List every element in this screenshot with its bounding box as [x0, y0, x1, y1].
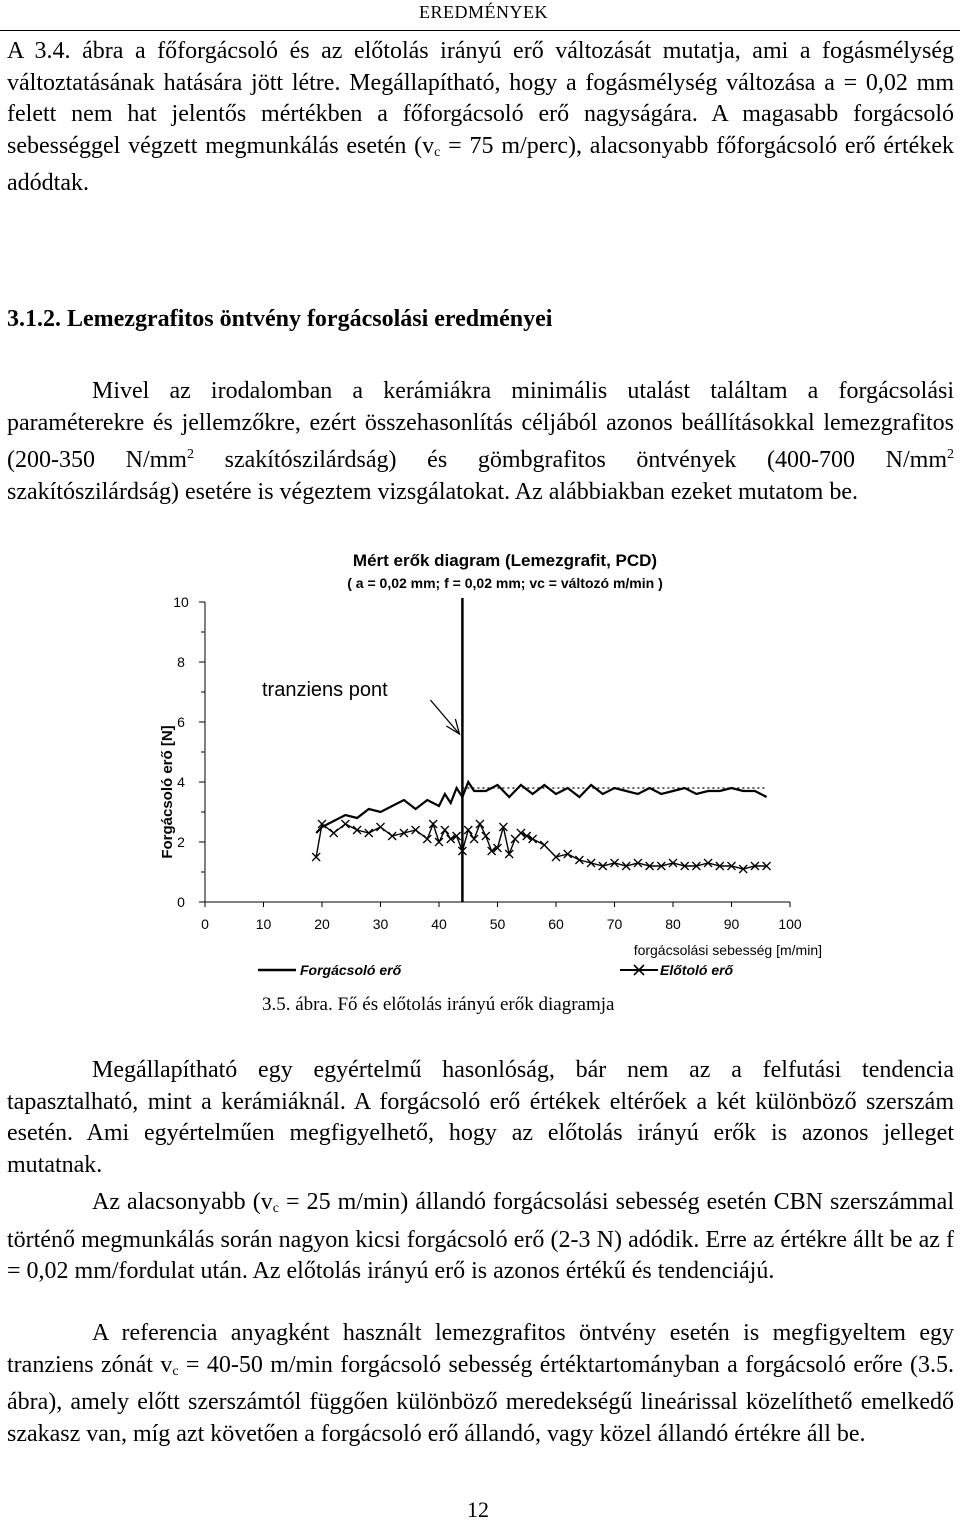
subscript-c: c [434, 144, 441, 160]
data-point-elotolo [441, 826, 449, 834]
x-tick-label: 80 [665, 916, 681, 932]
x-tick-label: 50 [489, 916, 506, 932]
x-tick-label: 40 [431, 916, 447, 932]
data-point-elotolo [377, 823, 385, 831]
paragraph-cbn [7, 1187, 954, 1288]
paragraph-cbn-text-b: = 25 m/min) állandó forgácsolási sebesség esetén CBN szerszámmal történő megmunkálás során nagyon kicsi forgácsoló erő (2-3 N) adódik. Erre az értékre állt be az f = 0,02 mm/fordulat után. Az előtolás irányú erő is azonos értékű és tendenciájú. [7, 1189, 954, 1284]
caption-text: Fő és előtolás irányú erők diagramja [332, 994, 615, 1015]
running-header: EREDMÉNYEK [419, 2, 548, 22]
x-tick-label: 10 [255, 916, 272, 932]
legend-label-forgacsolo: Forgácsoló erő [300, 962, 402, 978]
caption-label: 3.5. ábra. [262, 994, 333, 1015]
x-tick-label: 60 [548, 916, 564, 932]
chart-title: Mért erők diagram (Lemezgrafit, PCD) [352, 551, 658, 570]
annotation [262, 598, 462, 902]
data-point-elotolo [330, 829, 338, 837]
y-tick-label: 6 [177, 714, 185, 730]
figure-caption [262, 994, 614, 1016]
x-tick-label: 70 [606, 916, 623, 932]
data-point-elotolo [482, 832, 490, 840]
annotation-tranziens-pont: tranziens pont [262, 679, 388, 701]
y-tick-label: 10 [173, 594, 189, 610]
superscript-2: 2 [186, 447, 194, 462]
data-point-elotolo [540, 841, 548, 849]
data-point-elotolo [464, 826, 472, 834]
paragraph-reference-text-a: A referencia anyagként használt lemezgrafitos öntvény esetén is megfigyeltem egy tranziens zónát v [7, 1320, 954, 1378]
x-tick-label: 30 [372, 916, 389, 932]
series [312, 782, 770, 873]
paragraph-similarity [7, 1055, 954, 1181]
paragraph-reference [7, 1318, 954, 1450]
superscript-2: 2 [947, 447, 955, 462]
y-tick-label: 2 [177, 834, 185, 850]
legend-label-elotolo: Előtoló erő [660, 962, 734, 978]
data-point-elotolo [470, 835, 478, 843]
x-tick-label: 0 [201, 916, 209, 932]
data-point-elotolo [435, 838, 443, 846]
x-tick-label: 20 [314, 916, 330, 932]
legend [258, 962, 734, 978]
subscript-c: c [172, 1363, 179, 1379]
y-tick-label: 8 [177, 654, 185, 670]
y-tick-label: 0 [177, 894, 185, 910]
section-title: 3.1.2. Lemezgrafitos öntvény forgácsolási eredményei [7, 306, 553, 332]
paragraph-intro-text-b: = 75 m/perc), alacsonyabb főforgácsoló erő értékek adódtak. [7, 132, 954, 196]
paragraph-method-text-b: szakítószilárdság) és gömbgrafitos öntvények (400-700 N/mm [193, 447, 948, 473]
paragraph-method [7, 376, 954, 508]
y-tick-label: 4 [177, 774, 185, 790]
x-tick-label: 100 [778, 916, 802, 932]
series-line-forgacsolo [316, 782, 766, 833]
x-axis-label: forgácsolási sebesség [m/min] [633, 942, 822, 958]
paragraph-reference-text-b: = 40-50 m/min forgácsoló sebesség értéktartományban a forgácsoló erőre (3.5. ábra), amely előtt szerszámtól függően különböző meredekségű lineárissal közelíthető emelkedő szakasz van, míg azt követően a forgácsoló erő állandó, vagy közel állandó értékre áll be. [7, 1351, 954, 1447]
annotation-arrow-shaft [430, 700, 459, 734]
paragraph-method-text-c: szakítószilárdság) esetére is végeztem vizsgálatokat. Az alábbiakban ezeket mutatom be. [7, 478, 858, 505]
data-point-elotolo [423, 835, 431, 843]
paragraph-method-text-a: Mivel az irodalomban a kerámiákra minimális utalást találtam a forgácsolási paraméterekre és jellemzőkre, ezért összehasonlítás céljából azonos beállításokkal lemezgrafitos (200-350 N/mm [7, 378, 954, 473]
paragraph-similarity-text: Megállapítható egy egyértelmű hasonlóság, bár nem az a felfutási tendencia tapasztalható, mint a kerámiáknál. A forgácsoló erő értékek eltérőek a két különböző szerszám esetén. Ami egyértelműen megfigyelhető, hogy az előtolás irányú erők is azonos jelleget mutatnak. [7, 1057, 954, 1178]
y-axis-label: Forgácsoló erő [N] [159, 725, 176, 859]
subscript-c: c [272, 1201, 279, 1216]
data-point-elotolo [341, 820, 349, 828]
data-point-elotolo [429, 820, 437, 828]
page-number: 12 [467, 1497, 489, 1522]
axes [173, 594, 802, 932]
paragraph-intro-text-a: A 3.4. ábra a főforgácsoló és az előtolás irányú erő változását mutatja, ami a fogásmélység változtatásának hatására jött létre. Megállapítható, hogy a fogásmélység változása a = 0,02 mm felett nem hat jelentős mértékben a főforgácsoló erő nagyságára. A magasabb forgácsoló sebességgel végzett megmunkálás esetén (v [7, 38, 954, 159]
paragraph-intro [7, 36, 954, 200]
data-point-elotolo [476, 820, 484, 828]
force-chart [150, 540, 830, 980]
x-tick-label: 90 [723, 916, 740, 932]
header-rule [0, 30, 960, 31]
paragraph-cbn-text-a: Az alacsonyabb (v [92, 1189, 273, 1215]
chart-subtitle: ( a = 0,02 mm; f = 0,02 mm; vc = változó m/min ) [347, 575, 663, 591]
